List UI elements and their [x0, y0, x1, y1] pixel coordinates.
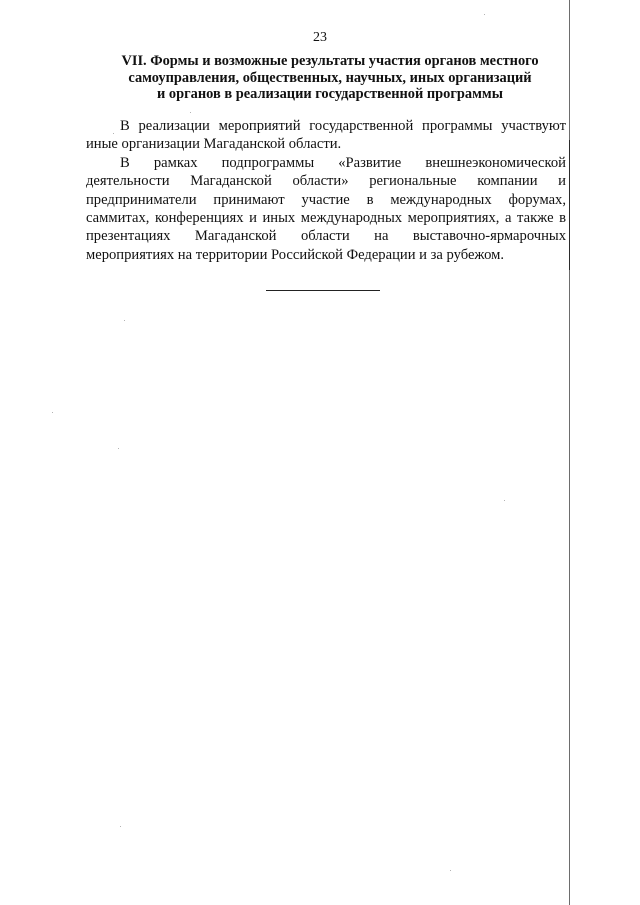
paragraph-foreign-economic-activity: В рамках подпрограммы «Развитие внешнеэкономической деятельности Магаданской области» региональные компании и предприниматели принимают участие в международных форумах, саммитах, конференциях и иных международных мероприятиях, а также в презентациях Магаданской области на выставочно-ярмарочных мероприятиях на территории Российской Федерации и за рубежом. [86, 154, 566, 263]
paragraph-participants: В реализации мероприятий государственной программы участвуют иные организации Магаданской области. [86, 118, 566, 153]
scan-speck [504, 500, 505, 501]
scan-speck [484, 14, 485, 15]
scan-speck [450, 870, 451, 871]
scan-speck [120, 826, 121, 827]
scan-border-line-dark-segment [569, 140, 570, 270]
scan-speck [118, 448, 119, 449]
section-heading-line-3: и органов в реализации государственной программы [157, 86, 503, 102]
scan-border-line [569, 0, 570, 905]
section-heading-line-2: самоуправления, общественных, научных, иных организаций [128, 69, 532, 86]
scan-speck [52, 412, 53, 413]
scan-speck [113, 133, 114, 134]
page-number: 23 [313, 30, 327, 45]
end-of-section-rule [266, 290, 380, 291]
scan-speck [124, 320, 125, 321]
section-heading [80, 53, 580, 103]
section-body [86, 117, 566, 264]
section-heading-line-1: VII. Формы и возможные результаты участия органов местного [121, 53, 539, 69]
scan-speck [190, 112, 191, 113]
